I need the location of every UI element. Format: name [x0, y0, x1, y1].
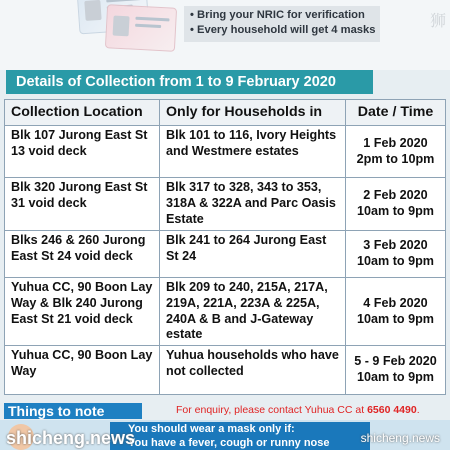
- cell-location: Blks 246 & 260 Jurong East St 24 void deck: [5, 231, 160, 277]
- advice-line: You should wear a mask only if:: [128, 423, 295, 435]
- enquiry-label: For enquiry, please contact Yuhua CC at: [176, 404, 368, 416]
- header-location: Collection Location: [5, 100, 160, 125]
- collection-table: [4, 99, 446, 395]
- table-header: [5, 100, 445, 126]
- enquiry-end: .: [416, 404, 420, 416]
- table-row: [5, 278, 445, 346]
- cell-date: 3 Feb 2020: [363, 238, 428, 253]
- cell-location: Blk 107 Jurong East St 13 void deck: [5, 126, 160, 177]
- watermark-right: shicheng.news: [360, 431, 440, 445]
- cell-date-time: [346, 346, 445, 394]
- cell-location: Yuhua CC, 90 Boon Lay Way: [5, 346, 160, 394]
- cell-date: 2 Feb 2020: [363, 188, 428, 203]
- cell-date: 5 - 9 Feb 2020: [354, 354, 437, 369]
- cell-households: Yuhua households who have not collected: [160, 346, 346, 394]
- header-date-time: Date / Time: [357, 103, 434, 120]
- table-row: [5, 126, 445, 178]
- table-row: [5, 178, 445, 231]
- watermark-left: shicheng.news: [6, 428, 136, 448]
- cell-households: Blk 209 to 240, 215A, 217A, 219A, 221A, 223A & 225A, 240A & B and J-Gateway estate: [160, 278, 346, 345]
- cell-date-time: [346, 278, 445, 345]
- banner-note: • Bring your NRIC for verification: [190, 9, 365, 21]
- cell-location: Blk 320 Jurong East St 31 void deck: [5, 178, 160, 230]
- banner-note: • Every household will get 4 masks: [190, 24, 376, 36]
- cell-time: 10am to 9pm: [357, 204, 434, 218]
- cell-time: 10am to 9pm: [357, 254, 434, 268]
- details-title: Details of Collection from 1 to 9 February 2020: [6, 70, 373, 94]
- cell-date-time: [346, 178, 445, 230]
- enquiry-phone: 6560 4490: [367, 404, 417, 416]
- table-row: [5, 231, 445, 278]
- cell-date: 4 Feb 2020: [363, 295, 428, 310]
- nric-card-image: [105, 4, 177, 52]
- things-to-note-heading: Things to note: [4, 403, 142, 419]
- table-row: [5, 346, 445, 394]
- cell-date-time: [346, 126, 445, 177]
- cell-households: Blk 101 to 116, Ivory Heights and Westmere estates: [160, 126, 346, 177]
- cell-households: Blk 317 to 328, 343 to 353, 318A & 322A and Parc Oasis Estate: [160, 178, 346, 230]
- cell-time: 10am to 9pm: [357, 311, 434, 326]
- cell-households: Blk 241 to 264 Jurong East St 24: [160, 231, 346, 277]
- cell-date-time: [346, 231, 445, 277]
- header-households: Only for Households in: [160, 100, 346, 125]
- cell-date: 1 Feb 2020: [363, 135, 428, 150]
- advice-line: You have a fever, cough or runny nose: [128, 437, 330, 449]
- enquiry-text: [176, 404, 420, 416]
- watermark-glyph: 狮: [429, 13, 446, 30]
- cell-location: Yuhua CC, 90 Boon Lay Way & Blk 240 Jurong East St 21 void deck: [5, 278, 160, 345]
- nric-banner: [0, 0, 450, 70]
- cell-time: 2pm to 10pm: [356, 151, 435, 166]
- cell-time: 10am to 9pm: [357, 370, 434, 384]
